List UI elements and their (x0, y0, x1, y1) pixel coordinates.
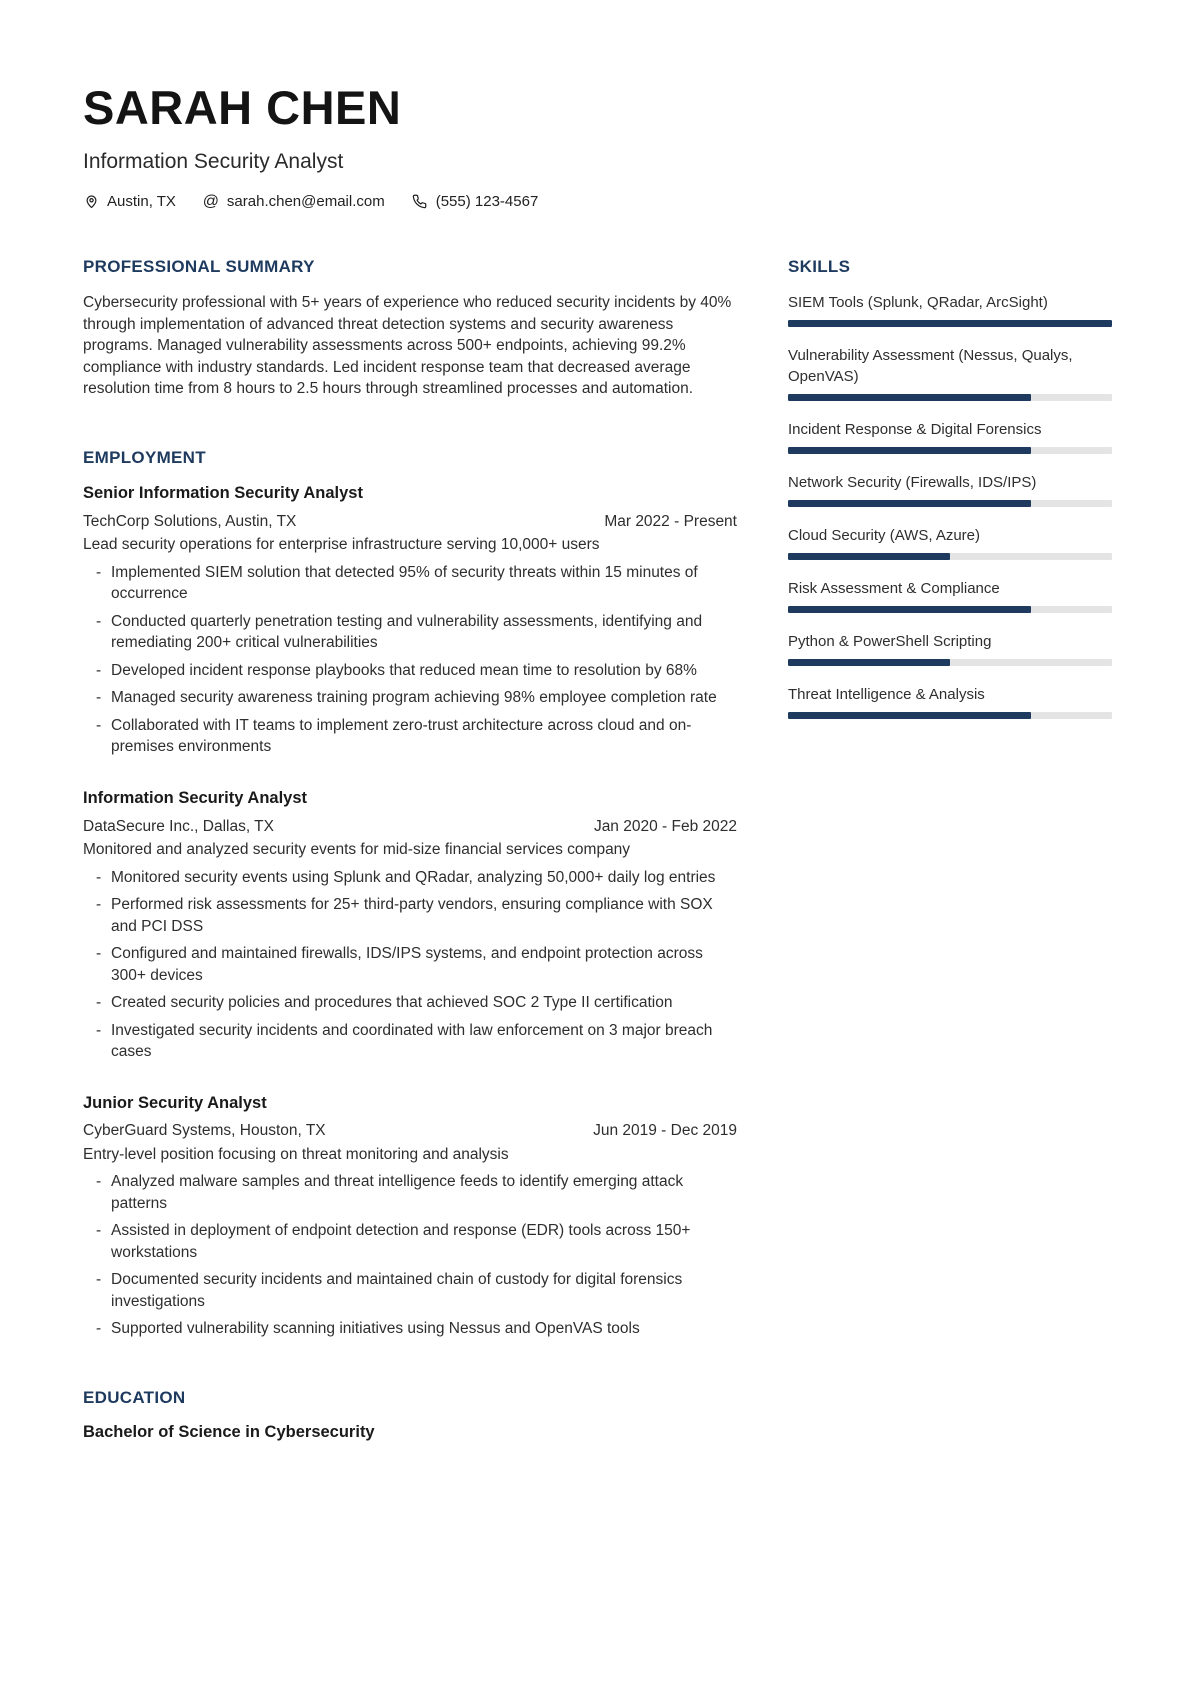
skill-bar (788, 553, 1112, 560)
skill-label: Network Security (Firewalls, IDS/IPS) (788, 474, 1037, 492)
job-bullet: - Created security policies and procedures that achieved SOC 2 Type II certification (83, 992, 737, 1014)
skill-bar-fill (788, 500, 1031, 507)
job-bullet: - Conducted quarterly penetration testing and vulnerability assessments, identifying and remediating 200+ critical vulnerabilities (83, 611, 737, 654)
skill-label: Risk Assessment & Compliance (788, 580, 1000, 598)
job-company: CyberGuard Systems, Houston, TX (83, 1122, 326, 1140)
skill-bar (788, 500, 1112, 507)
skill-bar (788, 447, 1112, 454)
education-degree: Bachelor of Science in Cybersecurity (83, 1423, 375, 1442)
skill-bar-fill (788, 606, 1031, 613)
summary-text: Cybersecurity professional with 5+ years of experience who reduced security incidents by 40% through implementation of advanced threat detection systems and security awareness programs. Managed vulnerability assessments across 500+ endpoints, achieving 99.2% compliance with industry standards. Led incident response team that decreased average resolution time from 8 hours to 2.5 hours through streamlined processes and automation. (83, 294, 732, 398)
skill-item (788, 578, 1112, 613)
skill-bar (788, 659, 1112, 666)
skill-label: Cloud Security (AWS, Azure) (788, 527, 981, 545)
job-description: Entry-level position focusing on threat monitoring and analysis (83, 1145, 509, 1163)
education-heading: EDUCATION (83, 1387, 186, 1407)
candidate-title: Information Security Analyst (83, 150, 344, 173)
job-bullets (83, 867, 737, 1063)
skill-item (788, 419, 1112, 454)
job-description: Lead security operations for enterprise infrastructure serving 10,000+ users (83, 536, 600, 554)
summary-heading: PROFESSIONAL SUMMARY (83, 257, 315, 276)
job-bullet: - Collaborated with IT teams to implement zero-trust architecture across cloud and on-premises environments (83, 715, 737, 758)
left-column (83, 257, 737, 1442)
job-bullet: - Supported vulnerability scanning initiatives using Nessus and OpenVAS tools (83, 1318, 737, 1340)
job-bullet: - Implemented SIEM solution that detected 95% of security threats within 15 minutes of occurrence (83, 562, 737, 605)
skill-bar-fill (788, 553, 950, 560)
skill-item (788, 472, 1112, 507)
skill-bar-fill (788, 320, 1112, 327)
skill-bar-fill (788, 712, 1031, 719)
education-section (83, 1388, 737, 1442)
job-dates: Jun 2019 - Dec 2019 (593, 1122, 737, 1140)
job-company: TechCorp Solutions, Austin, TX (83, 512, 297, 530)
employment-heading: EMPLOYMENT (83, 447, 206, 467)
job-company: DataSecure Inc., Dallas, TX (83, 817, 274, 835)
job-bullet: - Documented security incidents and maintained chain of custody for digital forensics investigations (83, 1269, 737, 1312)
contact-phone-text: (555) 123-4567 (435, 193, 539, 210)
skill-bar (788, 394, 1112, 401)
contact-location-text: Austin, TX (107, 193, 176, 210)
job-entry (83, 483, 737, 758)
contact-email-text: sarah.chen@email.com (226, 193, 385, 210)
job-title: Information Security Analyst (83, 788, 308, 807)
employment-section (83, 448, 737, 1340)
job-bullet: - Developed incident response playbooks that reduced mean time to resolution by 68% (83, 660, 737, 682)
job-bullet: - Configured and maintained firewalls, IDS/IPS systems, and endpoint protection across 300+ devices (83, 943, 737, 986)
skill-label: Incident Response & Digital Forensics (788, 421, 1042, 439)
at-sign-icon: @ (202, 192, 220, 210)
job-entry (83, 788, 737, 1063)
job-title: Senior Information Security Analyst (83, 484, 363, 503)
job-title: Junior Security Analyst (83, 1093, 267, 1112)
skill-bar (788, 712, 1112, 719)
skill-item (788, 525, 1112, 560)
job-bullet: - Performed risk assessments for 25+ third-party vendors, ensuring compliance with SOX and PCI DSS (83, 894, 737, 937)
skill-label: SIEM Tools (Splunk, QRadar, ArcSight) (788, 294, 1048, 312)
contact-location (83, 193, 176, 210)
skills-heading: SKILLS (788, 257, 851, 276)
resume-header (83, 81, 1112, 210)
skill-bar-fill (788, 394, 1031, 401)
skill-label: Threat Intelligence & Analysis (788, 686, 985, 704)
job-bullet: - Analyzed malware samples and threat intelligence feeds to identify emerging attack patterns (83, 1171, 737, 1214)
skill-item (788, 292, 1112, 327)
skill-label: Python & PowerShell Scripting (788, 633, 992, 651)
job-description: Monitored and analyzed security events for mid-size financial services company (83, 841, 631, 859)
job-bullet: - Investigated security incidents and coordinated with law enforcement on 3 major breach cases (83, 1020, 737, 1063)
job-bullet: - Managed security awareness training program achieving 98% employee completion rate (83, 687, 737, 709)
contact-row (83, 193, 1112, 210)
skill-item (788, 345, 1112, 401)
summary-section (83, 257, 737, 400)
skill-bar-fill (788, 659, 950, 666)
skill-bar (788, 320, 1112, 327)
skill-item (788, 631, 1112, 666)
job-entry (83, 1093, 737, 1340)
job-bullet: - Monitored security events using Splunk and QRadar, analyzing 50,000+ daily log entries (83, 867, 737, 889)
job-bullet: - Assisted in deployment of endpoint detection and response (EDR) tools across 150+ workstations (83, 1220, 737, 1263)
contact-email (203, 193, 385, 210)
skills-column (788, 257, 1112, 1442)
skill-item (788, 684, 1112, 719)
candidate-name: SARAH CHEN (83, 81, 402, 134)
skill-bar (788, 606, 1112, 613)
skill-bar-fill (788, 447, 1031, 454)
job-dates: Jan 2020 - Feb 2022 (593, 817, 737, 835)
job-bullets (83, 562, 737, 758)
job-dates: Mar 2022 - Present (604, 512, 737, 530)
contact-phone (412, 193, 539, 210)
location-pin-icon (83, 194, 99, 210)
job-bullets (83, 1171, 737, 1340)
skill-label: Vulnerability Assessment (Nessus, Qualys, OpenVAS) (788, 347, 1073, 386)
phone-icon (412, 194, 428, 210)
